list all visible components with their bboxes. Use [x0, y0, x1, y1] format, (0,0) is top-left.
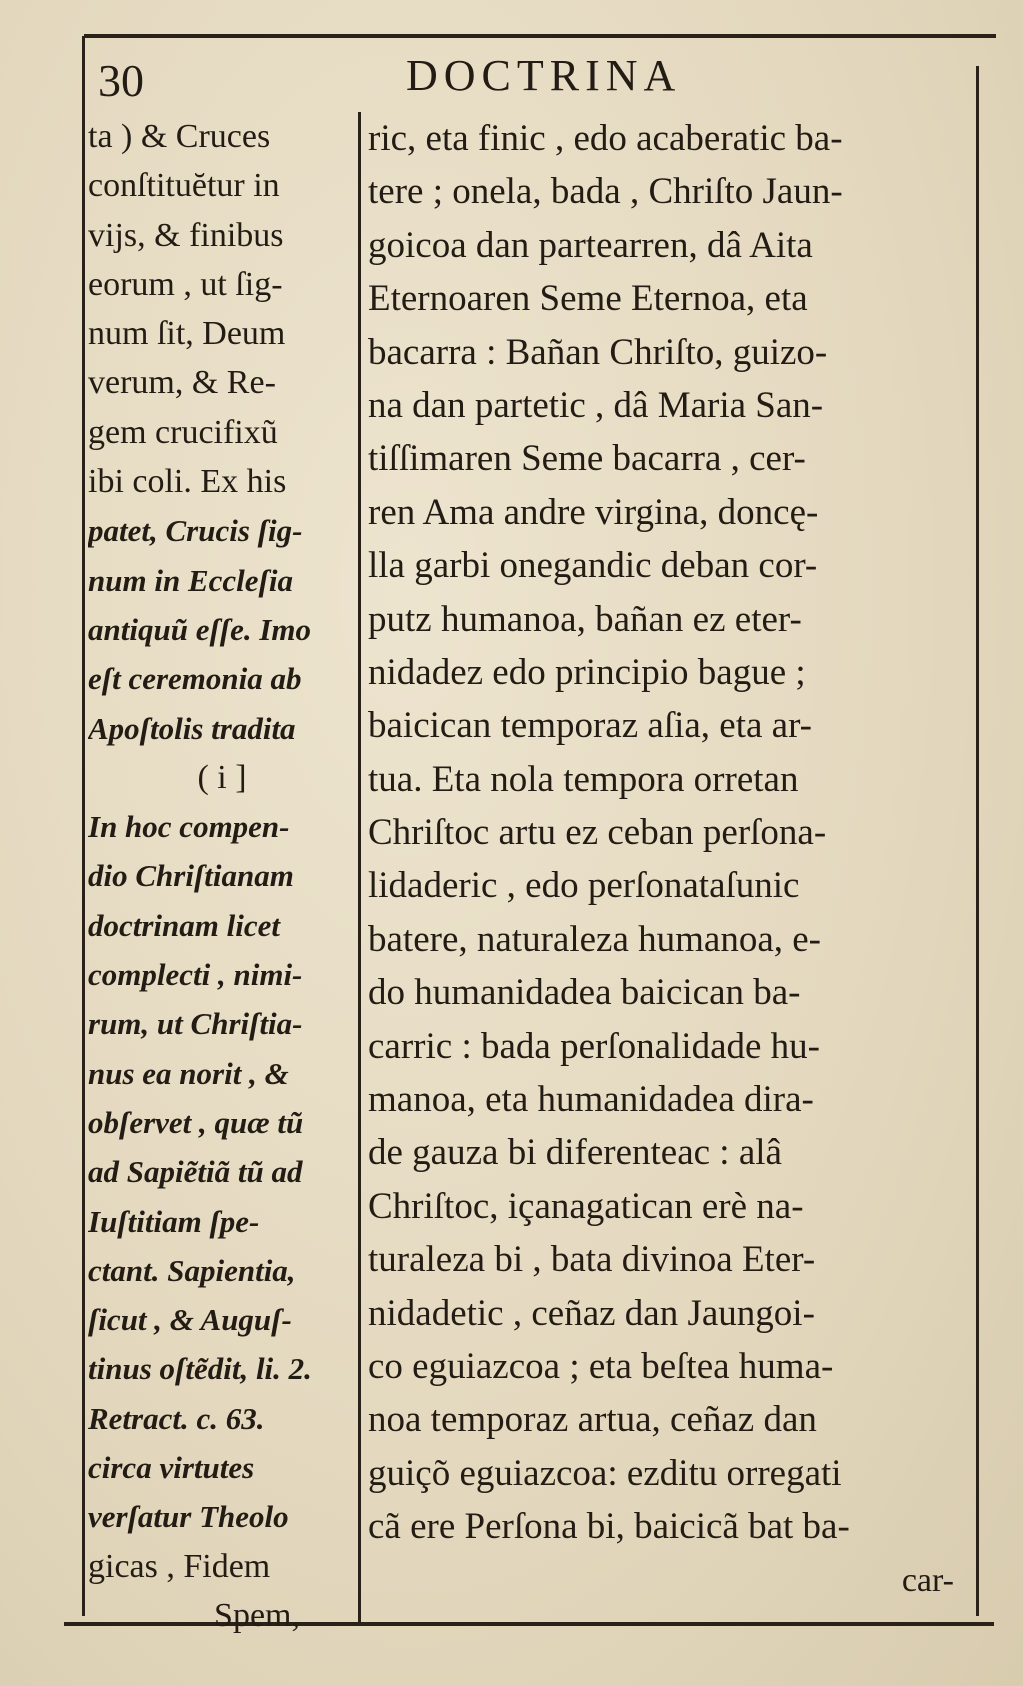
margin-note-line: tinus oſtẽdit, li. 2. — [88, 1351, 312, 1387]
page-number: 30 — [98, 55, 144, 106]
margin-note-column — [88, 112, 356, 1640]
margin-note-line: In hoc compen- — [88, 809, 290, 845]
margin-note-line: obſervet , quæ tũ — [88, 1104, 304, 1140]
text-line: na dan partetic , dâ Maria San- — [368, 384, 824, 426]
note-marker: ( i ] — [197, 758, 247, 796]
margin-note-line: antiquũ eſſe. Imo — [88, 611, 312, 647]
text-line: turaleza bi , bata divinoa Eter- — [368, 1239, 816, 1281]
margin-note-line: ta ) & Cruces — [88, 118, 271, 155]
text-line: ric, eta finic , edo acaberatic ba- — [368, 118, 843, 159]
margin-note-line: circa virtutes — [88, 1450, 255, 1486]
margin-note-line: nus ea norit , & — [88, 1055, 289, 1091]
main-text-column — [368, 112, 976, 1607]
text-line: noa temporaz artua, ceñaz dan — [368, 1399, 817, 1441]
text-line: goicoa dan partearren, dâ Aita — [368, 224, 813, 266]
text-line: tua. Eta nola tempora orretan — [368, 758, 799, 800]
text-line: baicican temporaz aſia, eta ar- — [368, 705, 812, 747]
margin-note-line: ad Sapiẽtiã tũ ad — [88, 1154, 303, 1190]
text-line: nidadetic , ceñaz dan Jaungoi- — [368, 1292, 815, 1334]
margin-note-line: vijs, & finibus — [88, 216, 284, 254]
margin-note-line: eſt ceremonia ab — [88, 661, 302, 697]
running-head: DOCTRINA — [406, 51, 682, 100]
margin-note-line: patet, Crucis ſig- — [88, 513, 303, 549]
text-line: lidaderic , edo perſonataſunic — [368, 865, 800, 907]
text-line: guiçõ eguiazcoa: ezditu orregati — [368, 1452, 842, 1494]
margin-note-line: ibi coli. Ex his — [88, 463, 287, 501]
margin-note-line: gem crucifixũ — [88, 413, 278, 451]
margin-note-line: ctant. Sapientia, — [88, 1252, 296, 1288]
text-line: putz humanoa, bañan ez eter- — [368, 598, 802, 640]
text-line: batere, naturaleza humanoa, e- — [368, 918, 821, 960]
margin-note-line: Retract. c. 63. — [88, 1400, 265, 1436]
margin-note-line: conſtituĕtur in — [88, 167, 280, 205]
margin-note-line: Spem, — [214, 1596, 300, 1634]
text-line: tere ; onela, bada , Chriſto Jaun- — [368, 171, 843, 213]
margin-note-line: verum, & Re- — [88, 364, 276, 402]
margin-note-line: gicas , Fidem — [88, 1547, 271, 1585]
text-line: Chriſtoc, içanagatican erè na- — [368, 1185, 804, 1227]
margin-note-line: Apoſtolis tradita — [88, 710, 296, 746]
margin-note-line: dio Chriſtianam — [88, 858, 294, 894]
column-divider-line — [358, 112, 361, 1622]
text-line: Eternoaren Seme Eternoa, eta — [368, 278, 808, 320]
text-line: carric : bada perſonalidade hu- — [368, 1025, 820, 1067]
left-border-line — [82, 36, 85, 1616]
page-header — [92, 50, 972, 110]
right-border-line — [976, 66, 979, 1616]
margin-note-line: num ſit, Deum — [88, 315, 286, 353]
text-line: bacarra : Bañan Chriſto, guizo- — [368, 331, 828, 373]
text-line: co eguiazcoa ; eta beſtea huma- — [368, 1345, 834, 1387]
text-line: de gauza bi diferenteac : alâ — [368, 1132, 782, 1174]
text-line: ren Ama andre virgina, doncę- — [368, 491, 819, 533]
margin-note-line: complecti , nimi- — [88, 957, 303, 993]
text-line: tiſſimaren Seme bacarra , cer- — [368, 438, 806, 480]
text-line: Chriſtoc artu ez ceban perſona- — [368, 812, 827, 854]
catchword: car- — [901, 1561, 954, 1599]
text-line: cã ere Perſona bi, baicicã bat ba- — [368, 1506, 850, 1548]
text-line: manoa, eta humanidadea dira- — [368, 1079, 814, 1121]
margin-note-line: ſicut , & Auguſ- — [88, 1302, 292, 1338]
margin-note-line: verſatur Theolo — [88, 1499, 289, 1535]
top-rule — [84, 34, 996, 38]
margin-note-line: num in Eccleſia — [88, 562, 293, 598]
text-line: do humanidadea baicican ba- — [368, 972, 801, 1014]
margin-note-line: doctrinam licet — [88, 907, 281, 943]
margin-note-line: eorum , ut ſig- — [88, 265, 283, 303]
text-line: nidadez edo principio bague ; — [368, 651, 806, 693]
text-line: lla garbi onegandic deban cor- — [368, 545, 818, 587]
margin-note-line: Iuſtitiam ſpe- — [88, 1203, 260, 1239]
margin-note-line: rum, ut Chriſtia- — [88, 1006, 303, 1042]
